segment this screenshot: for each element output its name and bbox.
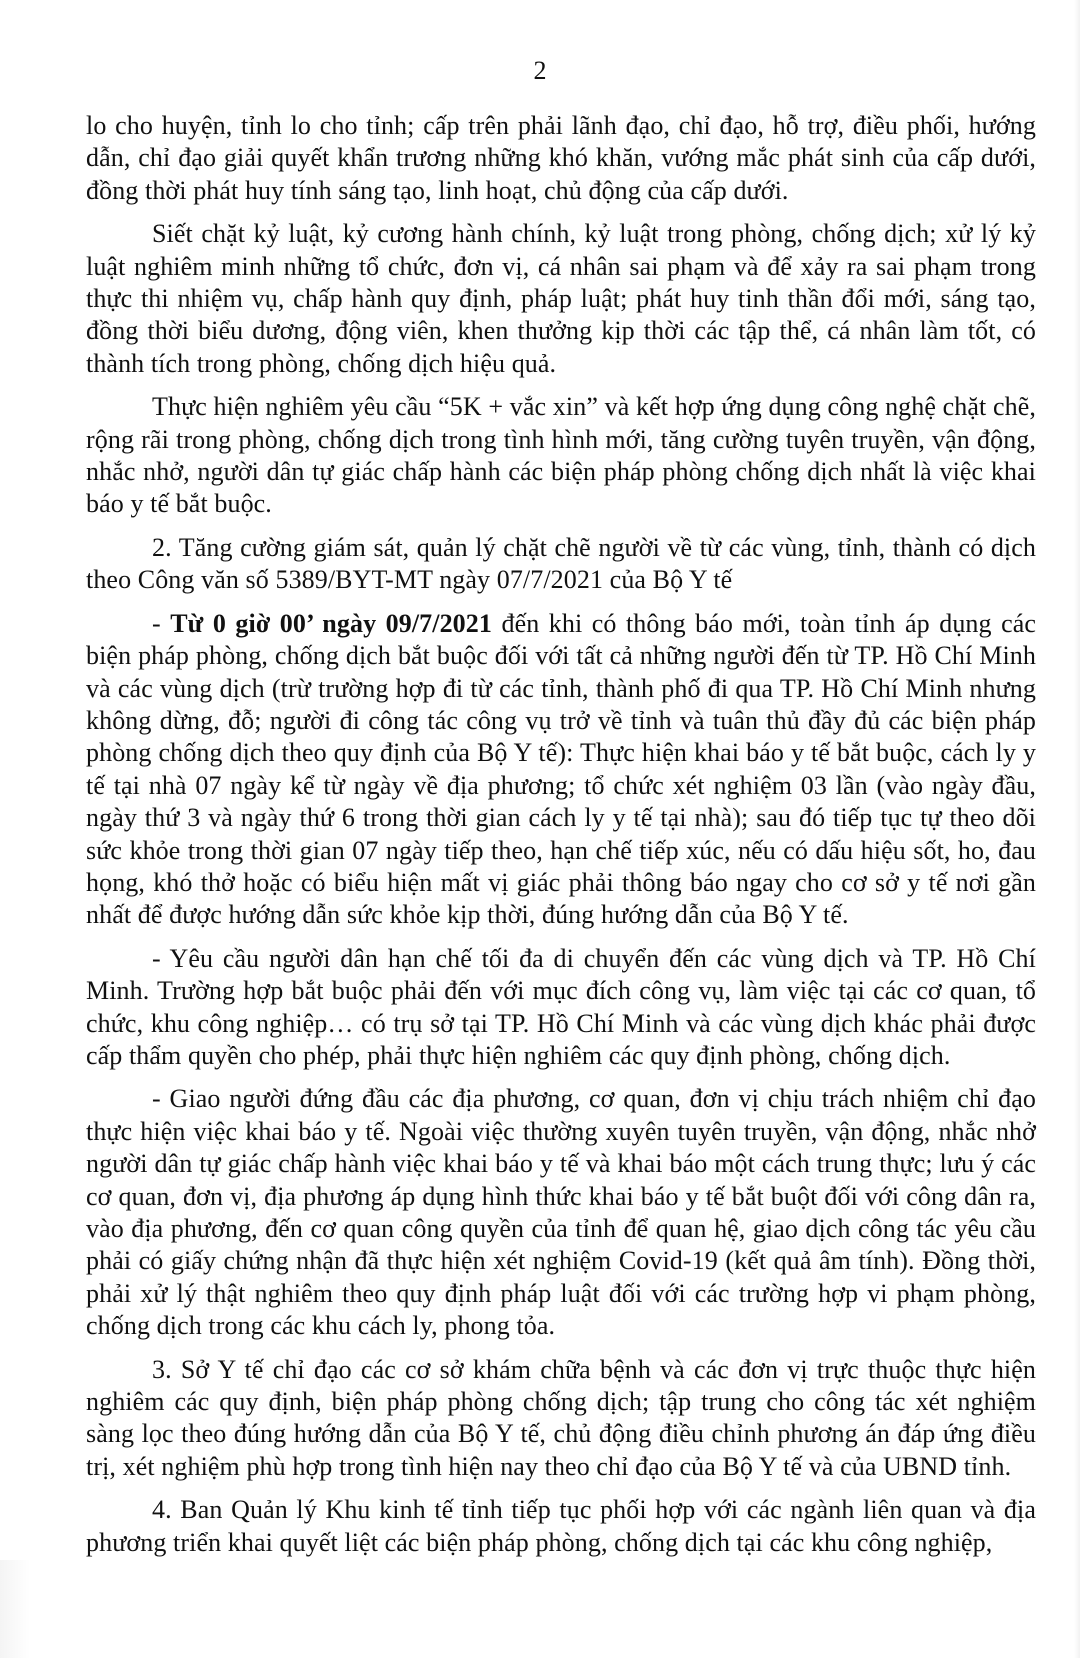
page-number: 2 — [533, 56, 547, 85]
paragraph-limit-travel: - Yêu cầu người dân hạn chế tối đa di chuyển đến các vùng dịch và TP. Hồ Chí Minh. Trường hợp bắt buộc phải đến với mục đích công vụ, làm việc tại các cơ quan, tổ chức, khu công nghiệp… có trụ sở tại TP. Hồ Chí Minh và các vùng dịch khác phải được cấp thẩm quyền cho phép, phải thực hiện nghiêm các quy định phòng, chống dịch. — [86, 943, 1036, 1070]
paragraph-section-3: 3. Sở Y tế chỉ đạo các cơ sở khám chữa bệnh và các đơn vị trực thuộc thực hiện nghiêm các quy định, biện pháp phòng chống dịch; tập trung cho công tác xét nghiệm sàng lọc theo đúng hướng dẫn của Bộ Y tế, chủ động điều chỉnh phương án đáp ứng điều trị, xét nghiệm phù hợp trong tình hiện nay theo chỉ đạo của Bộ Y tế và của UBND tỉnh. — [86, 1354, 1036, 1481]
paragraph-section-4: 4. Ban Quản lý Khu kinh tế tỉnh tiếp tục phối hợp với các ngành liên quan và địa phương triển khai quyết liệt các biện pháp phòng, chống dịch tại các khu công nghiệp, — [86, 1495, 1036, 1557]
paragraph-effective-date — [86, 608, 1036, 932]
bullet-dash: - — [152, 608, 171, 638]
scan-shadow-left — [0, 1560, 30, 1658]
document-body — [86, 110, 1036, 1570]
paragraph-continuation: lo cho huyện, tỉnh lo cho tỉnh; cấp trên phải lãnh đạo, chỉ đạo, hỗ trợ, điều phối, hướng dẫn, chỉ đạo giải quyết khẩn trương những khó khăn, vướng mắc phát sinh của cấp dưới, đồng thời phát huy tính sáng tạo, linh hoạt, chủ động của cấp dưới. — [86, 111, 1036, 205]
paragraph-5k-vaccine: Thực hiện nghiêm yêu cầu “5K + vắc xin” và kết hợp ứng dụng công nghệ chặt chẽ, rộng rãi trong phòng, chống dịch trong tình hình mới, tăng cường tuyên truyền, vận động, nhắc nhở, người dân tự giác chấp hành các biện pháp phòng chống dịch nhất là việc khai báo y tế bắt buộc. — [86, 392, 1036, 519]
effective-date-bold: Từ 0 giờ 00’ ngày 09/7/2021 — [170, 608, 492, 638]
paragraph-health-declaration: - Giao người đứng đầu các địa phương, cơ quan, đơn vị chịu trách nhiệm chỉ đạo thực hiện việc khai báo y tế. Ngoài việc thường xuyên tuyên truyền, vận động, nhắc nhở người dân tự giác chấp hành việc khai báo y tế và khai báo một cách trung thực; lưu ý các cơ quan, đơn vị, địa phương áp dụng hình thức khai báo y tế bắt buột đối với công dân ra, vào địa phương, đến cơ quan công quyền của tỉnh để quan hệ, giao dịch công tác yêu cầu phải có giấy chứng nhận đã thực hiện xét nghiệm Covid-19 (kết quả âm tính). Đồng thời, phải xử lý thật nghiêm theo quy định pháp luật đối với các trường hợp vi phạm phòng, chống dịch trong các khu cách ly, phong tỏa. — [86, 1084, 1036, 1341]
effective-date-rest: đến khi có thông báo mới, toàn tỉnh áp dụng các biện pháp phòng, chống dịch bắt buộc đối với tất cả những người đến từ TP. Hồ Chí Minh và các vùng dịch (trừ trường hợp đi từ các tỉnh, thành phố đi qua TP. Hồ Chí Minh nhưng không dừng, đỗ; người đi công tác công vụ trở về tỉnh và tuân thủ đầy đủ các biện pháp phòng chống dịch theo quy định của Bộ Y tế): Thực hiện khai báo y tế bắt buộc, cách ly y tế tại nhà 07 ngày kể từ ngày về địa phương; tổ chức xét nghiệm 03 lần (vào ngày đầu, ngày thứ 3 và ngày thứ 6 trong thời gian cách ly y tế tại nhà); sau đó tiếp tục tự theo dõi sức khỏe trong thời gian 07 ngày tiếp theo, hạn chế tiếp xúc, nếu có dấu hiệu sốt, ho, đau họng, khó thở hoặc có biểu hiện mất vị giác phải thông báo ngay cho cơ sở y tế nơi gần nhất để được hướng dẫn sức khỏe kịp thời, đúng hướng dẫn của Bộ Y tế. — [86, 608, 1037, 930]
scan-shadow-right — [1074, 0, 1080, 1658]
paragraph-section-2: 2. Tăng cường giám sát, quản lý chặt chẽ người về từ các vùng, tỉnh, thành có dịch theo Công văn số 5389/BYT-MT ngày 07/7/2021 của Bộ Y tế — [86, 532, 1036, 595]
paragraph-discipline: Siết chặt kỷ luật, kỷ cương hành chính, kỷ luật trong phòng, chống dịch; xử lý kỷ luật nghiêm minh những tổ chức, đơn vị, cá nhân sai phạm và để xảy ra sai phạm trong thực thi nhiệm vụ, chấp hành quy định, pháp luật; phát huy tinh thần đổi mới, sáng tạo, đồng thời biểu dương, động viên, khen thưởng kịp thời các tập thể, cá nhân làm tốt, có thành tích trong phòng, chống dịch hiệu quả. — [86, 219, 1036, 378]
